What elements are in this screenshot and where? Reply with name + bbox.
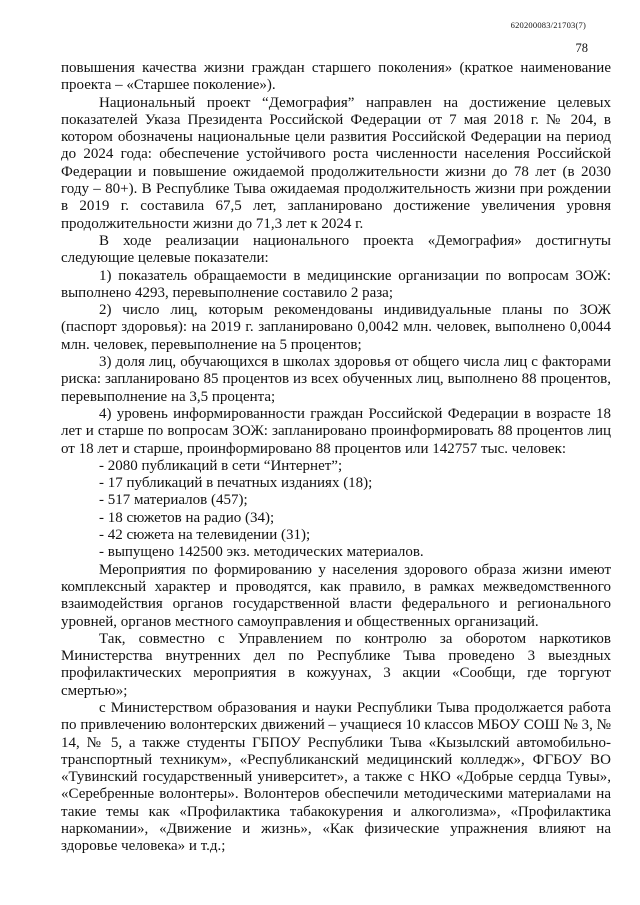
dash-item-internet-publications: - 2080 публикаций в сети “Интернет”; bbox=[99, 457, 343, 474]
dash-item-television: - 42 сюжета на телевидении (31); bbox=[99, 527, 311, 544]
dash-item-materials: - 517 материалов (457); bbox=[99, 492, 248, 509]
list-item-indicator-1: 1) показатель обращаемости в медицинские организации по вопросам ЗОЖ: выполнено 4293, перевыполнение составило 2 раза; bbox=[61, 267, 611, 301]
paragraph-target-indicators-intro: В ходе реализации национального проекта «Демография» достигнуты следующие целевые показатели: bbox=[61, 232, 611, 267]
paragraph-healthy-lifestyle-measures: Мероприятия по формированию у населения здорового образа жизни имеют комплексный характер и проводятся, как правило, в рамках межведомственного взаимодействия органов государственной власти федерального и регионального уровней, органов местного самоуправления и общественных организаций. bbox=[61, 561, 611, 630]
paragraph-intro-continuation: повышения качества жизни граждан старшего поколения» (краткое наименование проекта – «Старшее поколение»). bbox=[61, 60, 611, 94]
dash-item-methodical-materials: - выпущено 142500 экз. методических материалов. bbox=[99, 544, 424, 561]
paragraph-demography-project: Национальный проект “Демография” направлен на достижение целевых показателей Указа Президента Российской Федерации от 7 мая 2018 г. № 204, в котором обозначены национальные цели развития Российской Федерации на период до 2024 года: обеспечение устойчивого роста численности населения Российской Федерации и повышение ожидаемой продолжительности жизни до 78 лет (в 2030 году – 80+). В Республике Тыва ожидаемая продолжительность жизни при рождении в 2019 г. составила 67,5 лет, запланировано достижение увеличения уровня продолжительности жизни до 71,3 лет к 2024 г. bbox=[61, 94, 611, 232]
paragraph-drug-control-cooperation: Так, совместно с Управлением по контролю за оборотом наркотиков Министерства внутренних дел по Республике Тыва проведено 3 выездных профилактических мероприятия в кожуунах, 3 акции «Сообщи, где торгуют смертью»; bbox=[61, 630, 611, 699]
dash-item-print-publications: - 17 публикаций в печатных изданиях (18); bbox=[99, 475, 373, 492]
list-item-indicator-3: 3) доля лиц, обучающихся в школах здоровья от общего числа лиц с факторами риска: запланировано 85 процентов из всех обученных лиц, выполнено 88 процентов, перевыполнение на 3,5 процента; bbox=[61, 354, 611, 405]
list-item-indicator-2: 2) число лиц, которым рекомендованы индивидуальные планы по ЗОЖ (паспорт здоровья): на 2019 г. запланировано 0,0042 млн. человек, выполнено 0,0044 млн. человек, перевыполнение на 5 процентов; bbox=[61, 302, 611, 353]
list-item-indicator-4: 4) уровень информированности граждан Российской Федерации в возрасте 18 лет и старше по вопросам ЗОЖ: запланировано проинформировать 88 процентов лиц от 18 лет и старше, проинформировано 88 процентов или 142757 тыс. человек: bbox=[61, 405, 611, 457]
document-id: 620200083/21703(7) bbox=[510, 20, 586, 30]
page-number: 78 bbox=[575, 41, 588, 55]
dash-item-radio: - 18 сюжетов на радио (34); bbox=[99, 509, 275, 526]
paragraph-volunteer-movements: с Министерством образования и науки Республики Тыва продолжается работа по привлечению волонтерских движений – учащиеся 10 классов МБОУ СОШ № 3, № 14, № 5, а также студенты ГБПОУ Республики Тыва «Кызылский автомобильно-транспортный техникум», «Республиканский медицинский колледж», ФГБОУ ВО «Тувинский государственный университет», а также с НКО «Добрые сердца Тувы», «Серебренные волонтеры». Волонтеров обеспечили методическими материалами на такие темы как «Профилактика табакокурения и алкоголизма», «Профилактика наркомании», «Движение и жизнь», «Как физические упражнения влияют на здоровье человека» и т.д.; bbox=[61, 699, 611, 855]
document-body bbox=[61, 60, 611, 856]
